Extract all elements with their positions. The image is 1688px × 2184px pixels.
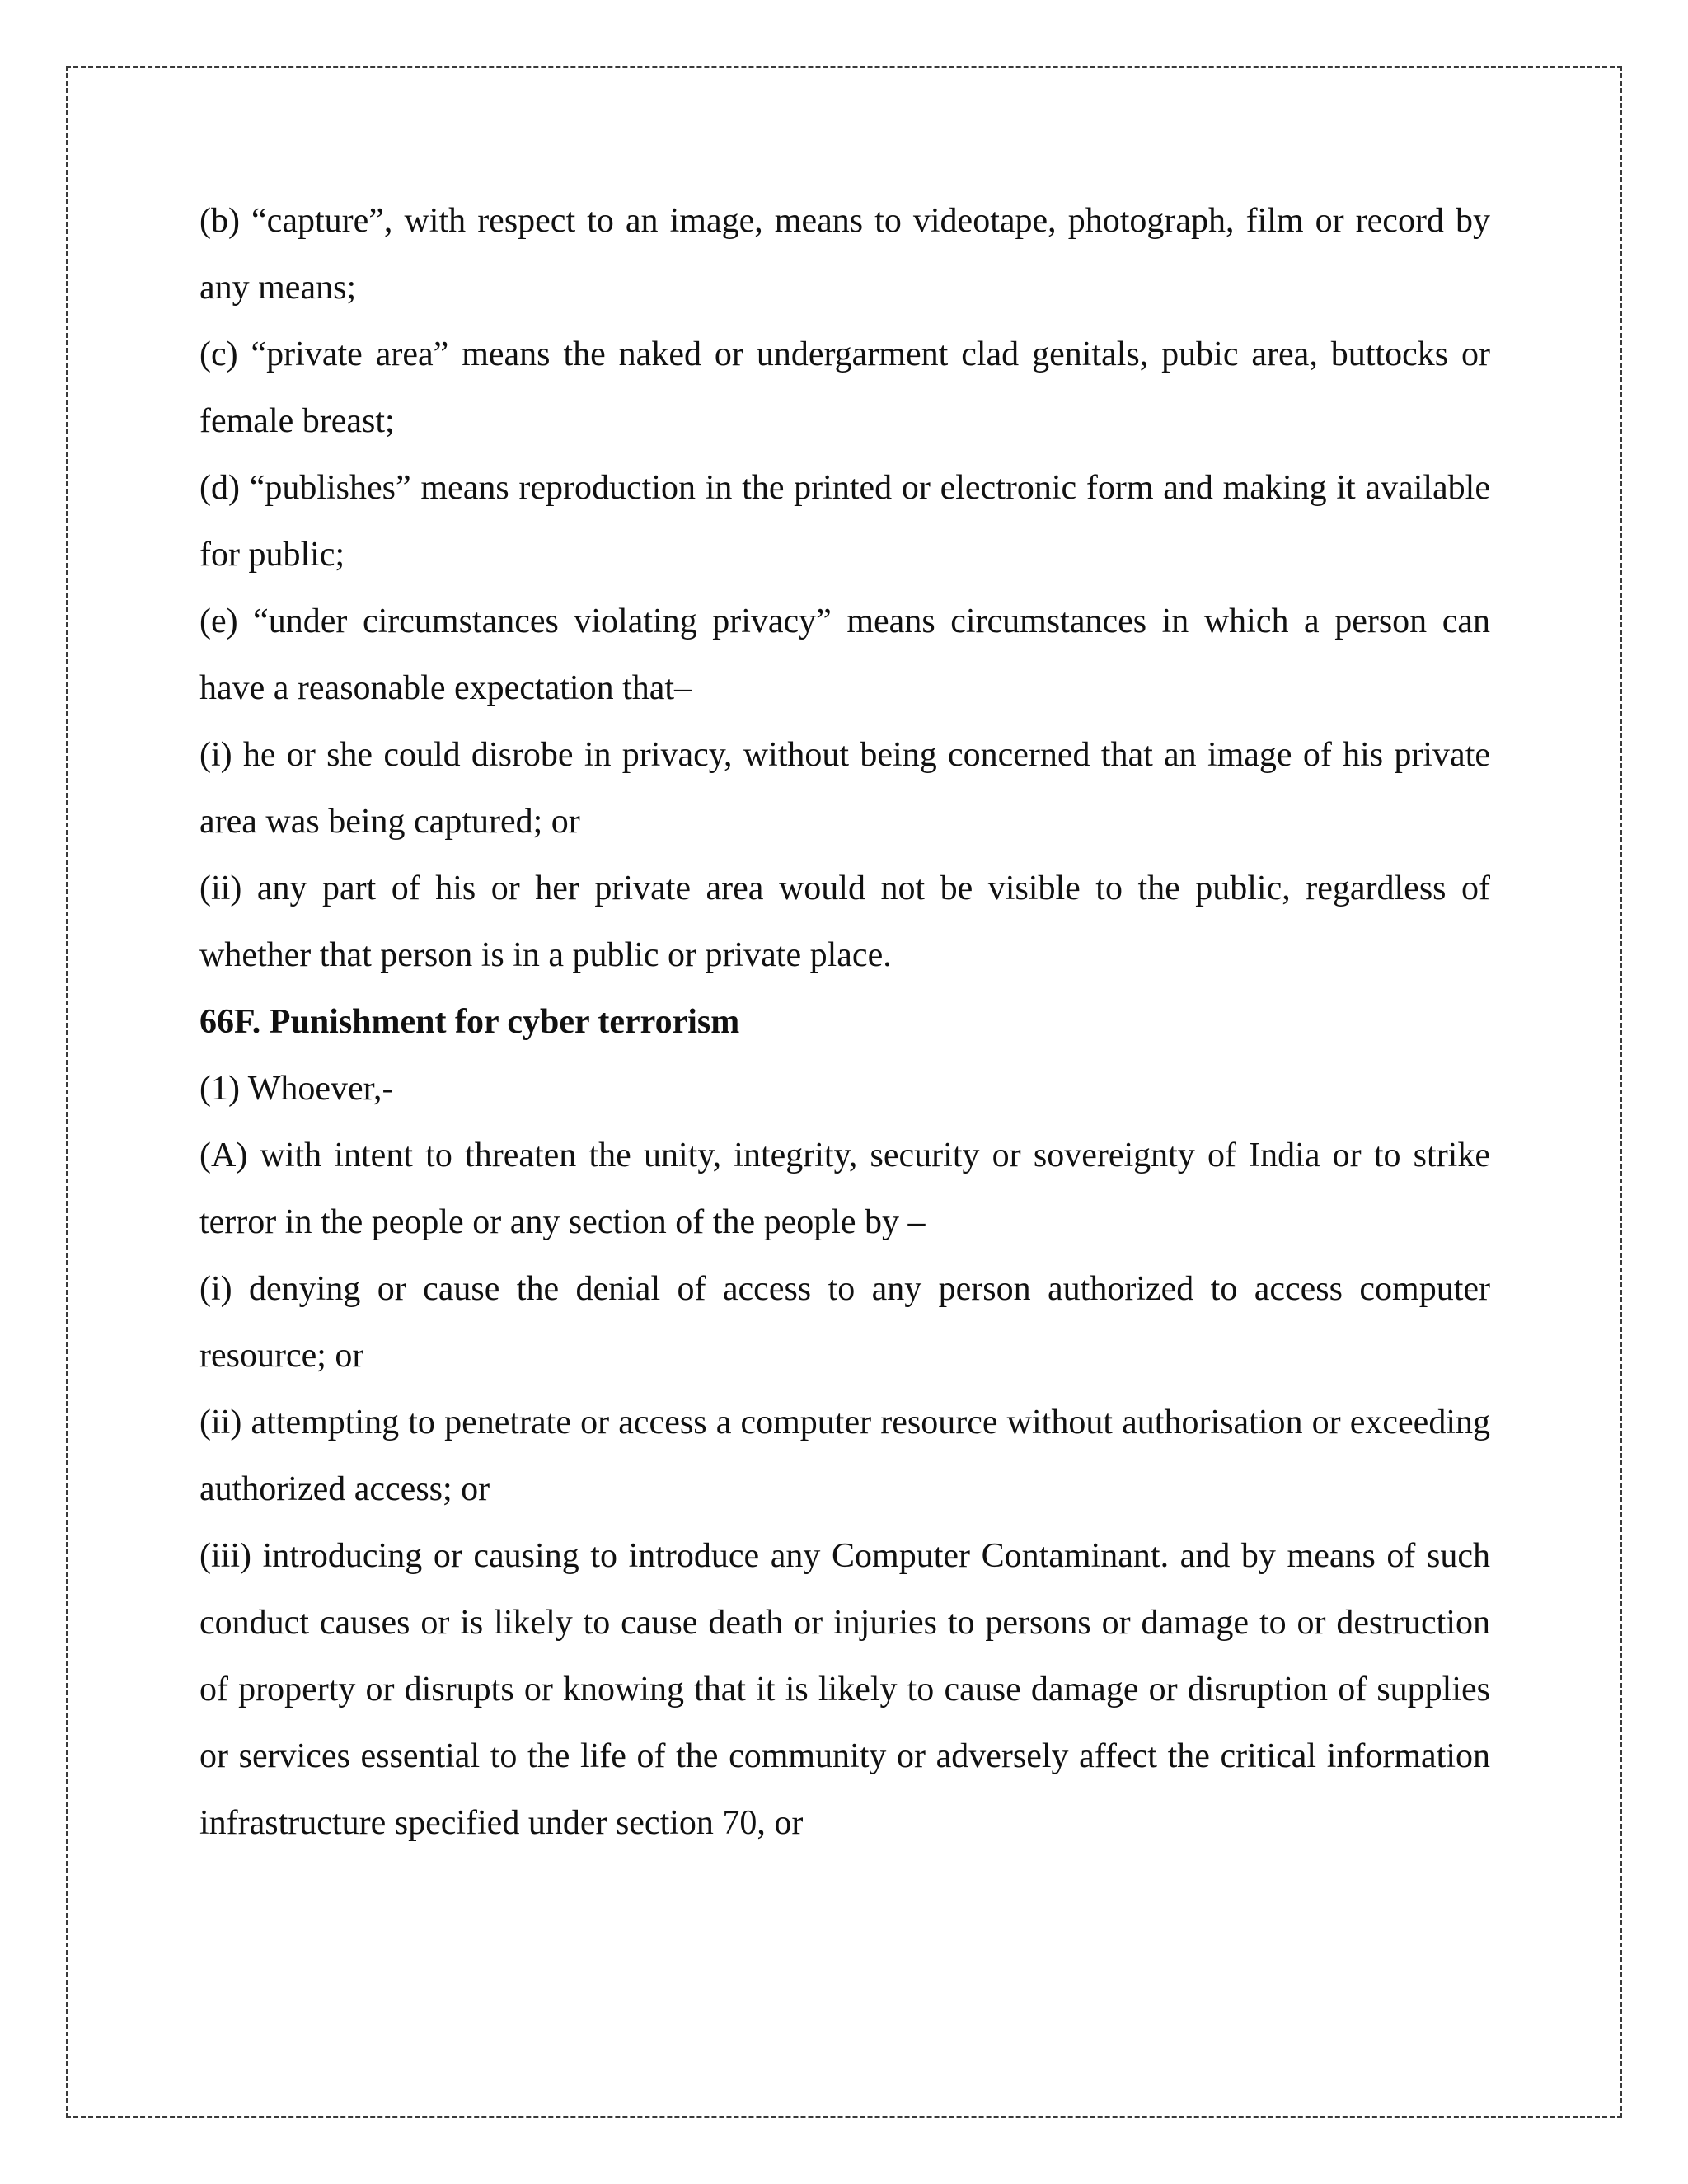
definition-circumstances-violating-privacy: (e) “under circumstances violating privacy” means circumstances in which a person can have a reasonable expectation that– [199, 602, 1490, 707]
clause-a-intent: (A) with intent to threaten the unity, integrity, security or sovereignty of India or to strike terror in the people or any section of the people by – [199, 1137, 1490, 1241]
clause-iii-contaminant: (iii) introducing or causing to introduce any Computer Contaminant. and by means of such conduct causes or is likely to cause death or injuries to persons or damage to or destruction of property or disrupts or knowing that it is likely to cause damage or disruption of supplies or services essential to the life of the community or adversely affect the critical information infrastructure specified under section 70, or [199, 1537, 1490, 1842]
clause-ii-penetrate: (ii) attempting to penetrate or access a computer resource without authorisation or exceeding authorized access; or [199, 1404, 1490, 1508]
document-body [199, 188, 1490, 1857]
subsection-1-whoever: (1) Whoever,- [199, 1070, 394, 1108]
clause-ii-visible: (ii) any part of his or her private area would not be visible to the public, regardless of whether that person is in a public or private place. [199, 869, 1490, 974]
definition-capture: (b) “capture”, with respect to an image, means to videotape, photograph, film or record by any means; [199, 202, 1490, 307]
definition-private-area: (c) “private area” means the naked or undergarment clad genitals, pubic area, buttocks or female breast; [199, 335, 1490, 440]
clause-i-denial-of-access: (i) denying or cause the denial of access to any person authorized to access computer resource; or [199, 1270, 1490, 1375]
definition-publishes: (d) “publishes” means reproduction in the printed or electronic form and making it available for public; [199, 469, 1490, 574]
section-heading-66f: 66F. Punishment for cyber terrorism [199, 1003, 740, 1041]
clause-i-disrobe: (i) he or she could disrobe in privacy, without being concerned that an image of his private area was being captured; or [199, 736, 1490, 841]
